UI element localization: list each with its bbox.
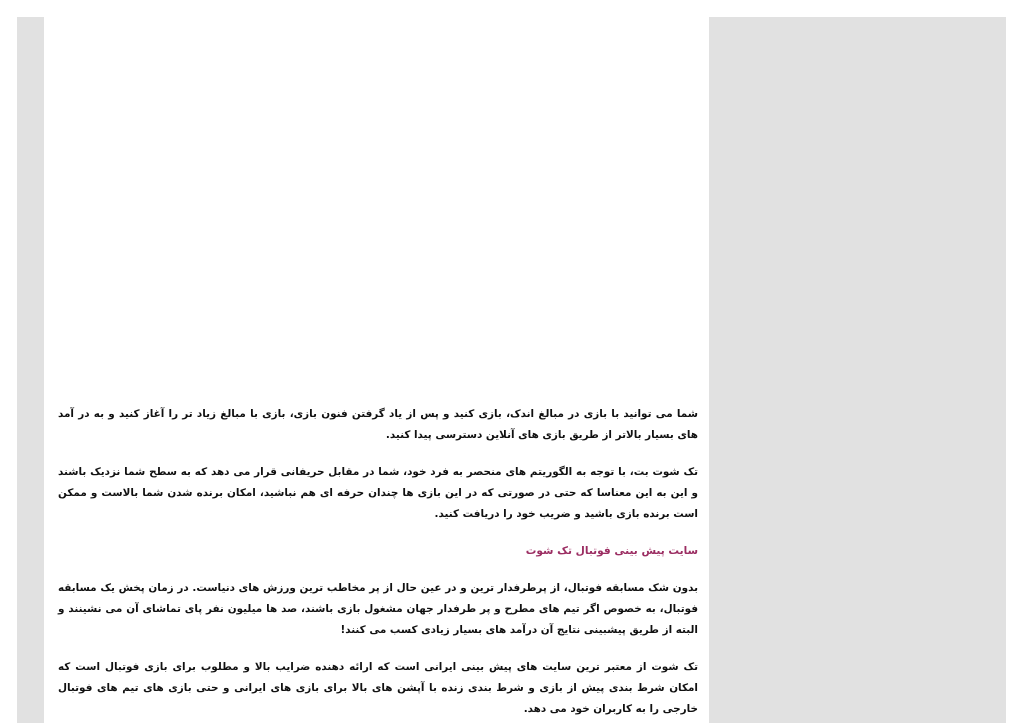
article-paragraph: تک شوت از معتبر ترین سایت های پیش بینی ایرانی است که ارائه دهنده ضرایب بالا و مطلوب برای بازی فوتبال است که امکان شرط بندی پیش از بازی و شرط بندی زنده با آپشن های بالا برای بازی های ایرانی و حتی بازی های تیم های فوتبال خارجی را به کاربران خود می دهد.	[58, 661, 698, 715]
section-heading: سایت پیش بینی فوتبال تک شوت	[525, 545, 698, 557]
article-paragraph: شما می توانید با بازی در مبالغ اندک، بازی کنید و پس از یاد گرفتن فنون بازی، بازی با مبالغ زیاد تر را آغاز کنید و به در آمد های بسیار بالاتر از طریق بازی های آنلاین دسترسی پیدا کنید.	[58, 408, 698, 441]
sidebar	[709, 17, 1006, 723]
article-body	[58, 404, 698, 723]
article-paragraph: بدون شک مسابقه فوتبال، از پرطرفدار ترین و در عین حال از پر مخاطب ترین ورزش های دنیاست. در زمان پخش یک مسابقه فوتبال، به خصوص اگر تیم های مطرح و پر طرفدار جهان مشغول بازی باشند، صد ها میلیون نفر پای تماشای آن می نشینند و البته از طریق پیشبینی نتایج آن درآمد های بسیار زیادی کسب می کنند!	[58, 582, 698, 636]
main-content	[44, 17, 709, 723]
article-paragraph: تک شوت بت، با توجه به الگوریتم های منحصر به فرد خود، شما در مقابل حریفانی قرار می دهد که به سطح شما نزدیک باشند و این به این معناسا که حتی در صورتی که در این بازی ها چندان حرفه ای هم نباشید، امکان برنده شدن شما بالاست و ممکن است برنده بازی باشید و ضریب خود را دریافت کنید.	[58, 466, 698, 520]
empty-banner-area	[44, 17, 709, 405]
